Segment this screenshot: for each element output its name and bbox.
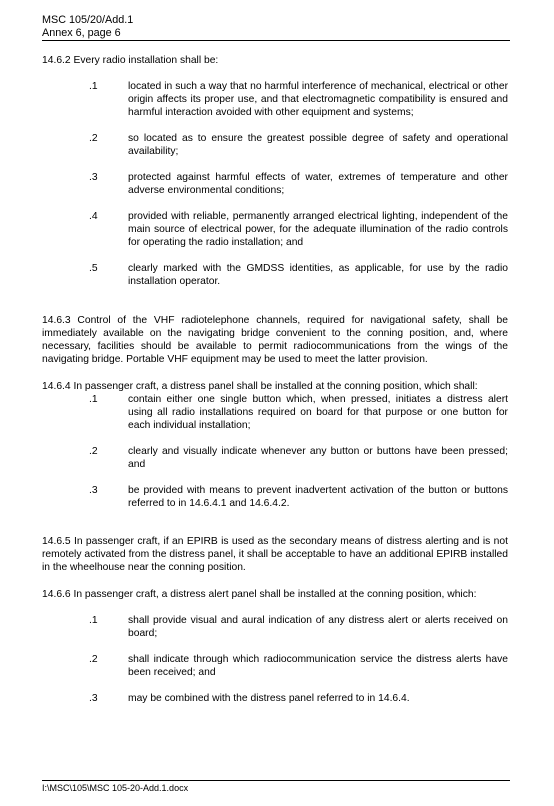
- item-number: .2: [89, 654, 98, 665]
- header-divider: [42, 40, 510, 41]
- item-text: be provided with means to prevent inadvertent activation of the button or buttons referred to in 14.6.4.1 and 14.6.4.2.: [128, 485, 508, 509]
- section-paragraph: 14.6.5 In passenger craft, if an EPIRB is used as the secondary means of distress alerting and is not remotely activated from the distress panel, it shall be acceptable to have an additional EPIRB installed in the wheelhouse near the conning position.: [42, 536, 508, 573]
- item-number: .4: [89, 211, 98, 222]
- item-text: may be combined with the distress panel referred to in 14.6.4.: [128, 693, 410, 704]
- section-14-6-6: [42, 588, 508, 705]
- list-item: [42, 614, 508, 640]
- list-item: [42, 262, 508, 288]
- section-intro: 14.6.4 In passenger craft, a distress panel shall be installed at the conning position, which shall:: [42, 381, 478, 392]
- list-item: [42, 210, 508, 249]
- list-item: [42, 132, 508, 158]
- item-text: shall indicate through which radiocommunication service the distress alerts have been received; and: [128, 654, 508, 678]
- annex-page-label: Annex 6, page 6: [42, 26, 121, 39]
- item-text: located in such a way that no harmful interference of mechanical, electrical or other origin affects its proper use, and that electromagnetic compatibility is ensured and harmful interaction avoided with other equipment and systems;: [128, 81, 508, 118]
- page-header: [42, 14, 133, 39]
- item-number: .3: [89, 693, 98, 704]
- item-text: protected against harmful effects of water, extremes of temperature and other adverse environmental conditions;: [128, 172, 508, 196]
- list-item: [42, 445, 508, 471]
- section-intro: 14.6.2 Every radio installation shall be:: [42, 55, 219, 66]
- item-number: .2: [89, 446, 98, 457]
- document-reference: MSC 105/20/Add.1: [42, 14, 134, 26]
- item-number: .5: [89, 263, 98, 274]
- item-text: clearly marked with the GMDSS identities, as applicable, for use by the radio installation operator.: [128, 263, 508, 287]
- section-14-6-2: [42, 54, 508, 288]
- item-text: shall provide visual and aural indication of any distress alert or alerts received on board;: [128, 615, 508, 639]
- item-text: so located as to ensure the greatest possible degree of safety and operational availability;: [128, 133, 508, 157]
- item-number: .1: [89, 394, 98, 405]
- item-text: provided with reliable, permanently arranged electrical lighting, independent of the main source of electrical power, for the adequate illumination of the radio controls for operating the radio installation; and: [128, 211, 508, 248]
- list-item: [42, 692, 508, 705]
- item-number: .1: [89, 615, 98, 626]
- item-number: .2: [89, 133, 98, 144]
- list-item: [42, 393, 508, 432]
- section-14-6-5: [42, 535, 508, 574]
- section-14-6-4: [42, 380, 508, 510]
- list-item: [42, 80, 508, 119]
- item-text: clearly and visually indicate whenever any button or buttons have been pressed; and: [128, 446, 508, 470]
- list-item: [42, 484, 508, 510]
- section-14-6-3: [42, 314, 508, 366]
- list-item: [42, 653, 508, 679]
- item-number: .3: [89, 172, 98, 183]
- section-paragraph: 14.6.3 Control of the VHF radiotelephone channels, required for navigational safety, shall be immediately available on the navigating bridge convenient to the conning position, and, where necessary, facilities should be available to permit radiocommunications from the wings of the navigating bridge. Portable VHF equipment may be used to meet the latter provision.: [42, 315, 508, 365]
- footer-divider: [42, 780, 510, 781]
- item-number: .3: [89, 485, 98, 496]
- item-text: contain either one single button which, when pressed, initiates a distress alert using all radio installations required on board for that purpose or one button for each individual installation;: [128, 394, 508, 431]
- item-number: .1: [89, 81, 98, 92]
- list-item: [42, 171, 508, 197]
- footer-file-path: I:\MSC\105\MSC 105-20-Add.1.docx: [42, 783, 189, 793]
- section-intro: 14.6.6 In passenger craft, a distress alert panel shall be installed at the conning position, which:: [42, 589, 477, 600]
